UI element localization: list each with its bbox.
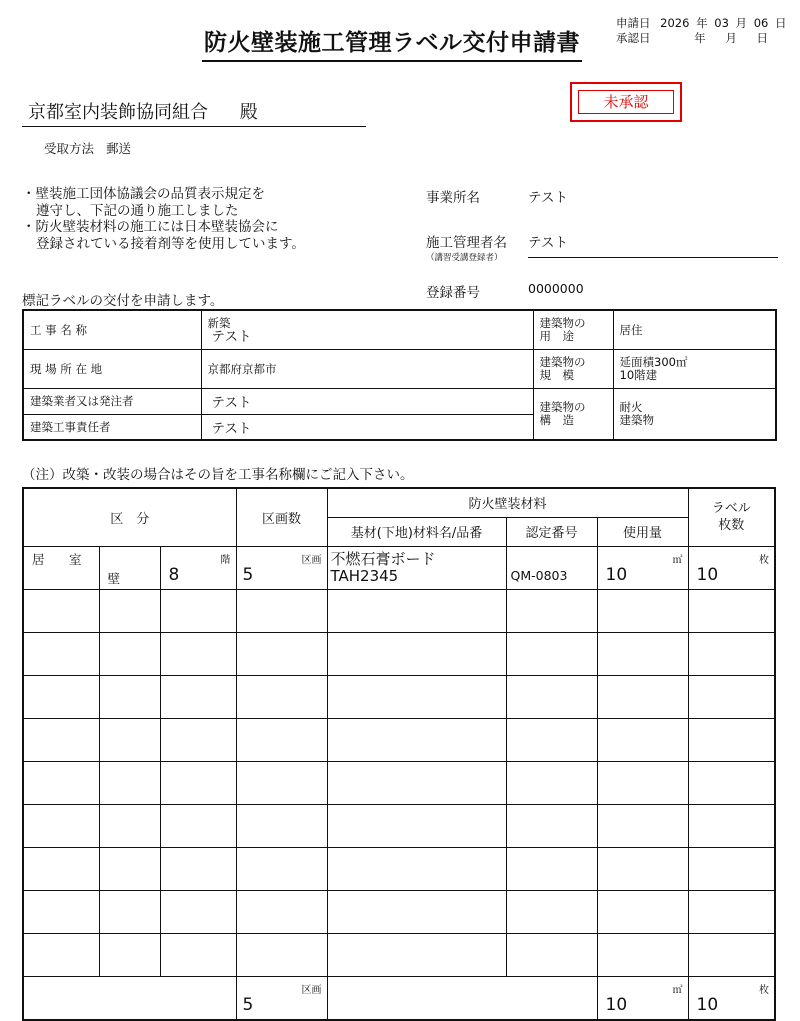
empty-cell [689, 762, 775, 804]
header-usage: 使用量 [597, 517, 688, 546]
table-row [23, 546, 775, 589]
addressee-underline [22, 126, 366, 127]
header-labels: ラベル 枚数 [688, 488, 775, 546]
empty-cell [24, 719, 99, 761]
empty-cell [328, 719, 506, 761]
notes [22, 186, 305, 252]
empty-row [23, 847, 775, 890]
table-row [23, 388, 776, 414]
site-label: 現 場 所 在 地 [23, 349, 201, 388]
caution-note: （注）改築・改装の場合はその旨を工事名称欄にご記入下さい。 [22, 467, 414, 483]
empty-cell [237, 676, 327, 718]
site-value: 京都府京都市 [201, 349, 533, 388]
empty-cell [100, 719, 160, 761]
cert-cell: QM-0803 [510, 567, 568, 583]
empty-cell [237, 590, 327, 632]
empty-row [23, 632, 775, 675]
room-cell: 居 室 [32, 551, 88, 567]
status-stamp [570, 82, 682, 122]
labels-cell: 枚 10 [696, 554, 770, 585]
totals-blank [24, 977, 236, 1019]
project-table [22, 309, 777, 441]
manager-value: テスト [528, 235, 568, 251]
empty-cell [161, 590, 236, 632]
empty-cell [507, 848, 597, 890]
empty-cell [598, 719, 688, 761]
empty-row [23, 589, 775, 632]
empty-cell [507, 719, 597, 761]
empty-cell [100, 848, 160, 890]
use-label: 建築物の 用 途 [533, 310, 613, 349]
empty-cell [507, 676, 597, 718]
apply-date: 申請日 2026 年 03 月 06 日 [616, 16, 787, 30]
note-line: 登録されている接着剤等を使用しています。 [36, 235, 305, 252]
empty-cell [507, 934, 597, 976]
empty-cell [598, 805, 688, 847]
note-line: 遵守し、下記の通り施工しました [36, 202, 239, 219]
empty-cell [100, 762, 160, 804]
material-cell: 不燃石膏ボード TAH2345 [330, 549, 436, 585]
addressee [28, 98, 258, 124]
header-cert: 認定番号 [506, 517, 597, 546]
office-value: テスト [528, 190, 568, 206]
empty-cell [689, 805, 775, 847]
empty-cell [237, 934, 327, 976]
receive-method: 受取方法 郵送 [44, 141, 132, 156]
totals-blank [328, 977, 597, 1019]
empty-cell [100, 891, 160, 933]
empty-row [23, 933, 775, 976]
empty-cell [24, 848, 99, 890]
header-fire-material: 防火壁装材料 [327, 488, 688, 517]
empty-cell [328, 590, 506, 632]
structure-label: 建築物の 構 造 [533, 388, 613, 440]
empty-cell [24, 633, 99, 675]
chief-label: 建築工事責任者 [23, 414, 201, 440]
floor-cell: 階 8 [168, 554, 231, 585]
note-line: ・壁装施工団体協議会の品質表示規定を [22, 186, 265, 202]
empty-cell [507, 762, 597, 804]
empty-row [23, 675, 775, 718]
empty-cell [689, 891, 775, 933]
empty-row [23, 890, 775, 933]
page-title: 防火壁装施工管理ラベル交付申請書 [202, 24, 582, 62]
empty-cell [598, 590, 688, 632]
empty-cell [507, 891, 597, 933]
empty-rows [23, 589, 775, 976]
manager-label: 施工管理者名 [426, 235, 507, 251]
empty-cell [598, 762, 688, 804]
total-sections-cell: 区画 5 [242, 984, 322, 1015]
empty-cell [328, 848, 506, 890]
empty-row [23, 761, 775, 804]
empty-cell [161, 633, 236, 675]
note-line: ・防火壁装材料の施工には日本壁装協会に [22, 219, 279, 235]
header-material: 基材(下地)材料名/品番 [327, 517, 506, 546]
empty-cell [507, 590, 597, 632]
project-name-label: 工 事 名 称 [23, 310, 201, 349]
empty-cell [161, 719, 236, 761]
addressee-honorific: 殿 [239, 102, 258, 123]
header-row [23, 488, 775, 517]
empty-cell [100, 633, 160, 675]
status-label: 未承認 [578, 90, 674, 114]
empty-cell [598, 934, 688, 976]
empty-cell [328, 805, 506, 847]
empty-cell [161, 805, 236, 847]
empty-cell [689, 676, 775, 718]
empty-cell [237, 633, 327, 675]
empty-row [23, 804, 775, 847]
empty-cell [24, 676, 99, 718]
empty-cell [161, 848, 236, 890]
manager-underline [528, 257, 778, 258]
empty-cell [689, 590, 775, 632]
empty-cell [24, 805, 99, 847]
project-name-value: テスト [211, 328, 252, 345]
empty-cell [161, 676, 236, 718]
usage-cell: ㎡ 10 [605, 554, 683, 585]
empty-cell [100, 805, 160, 847]
empty-cell [598, 633, 688, 675]
project-name-cell [201, 310, 533, 349]
empty-cell [24, 590, 99, 632]
structure-value: 耐火 建築物 [613, 388, 776, 440]
scale-value: 延面積300㎡ 10階建 [613, 349, 776, 388]
empty-cell [689, 633, 775, 675]
manager-note: （講習受講登録者） [426, 253, 503, 263]
empty-row [23, 718, 775, 761]
table-row [23, 349, 776, 388]
empty-cell [161, 891, 236, 933]
date-block [616, 16, 787, 46]
empty-cell [237, 848, 327, 890]
empty-cell [507, 805, 597, 847]
header-section-count: 区画数 [236, 488, 327, 546]
empty-cell [24, 934, 99, 976]
contractor-label: 建築業者又は発注者 [23, 388, 201, 414]
project-kind: 新築 [207, 315, 231, 330]
empty-cell [328, 633, 506, 675]
apply-statement: 標記ラベルの交付を申請します。 [22, 293, 224, 309]
surface-cell: 壁 [107, 570, 121, 586]
header-category: 区 分 [23, 488, 236, 546]
empty-cell [328, 762, 506, 804]
table-row [23, 310, 776, 349]
empty-cell [237, 805, 327, 847]
contractor-value: テスト [201, 388, 533, 414]
empty-cell [328, 934, 506, 976]
reg-value: 0000000 [528, 281, 584, 296]
empty-cell [598, 676, 688, 718]
office-label: 事業所名 [426, 190, 480, 206]
chief-value: テスト [201, 414, 533, 440]
empty-cell [328, 891, 506, 933]
empty-cell [24, 762, 99, 804]
sections-cell: 区画 5 [242, 554, 322, 585]
total-labels-cell: 枚 10 [696, 984, 770, 1015]
totals-row [23, 976, 775, 1020]
empty-cell [598, 891, 688, 933]
empty-cell [328, 676, 506, 718]
empty-cell [161, 762, 236, 804]
empty-cell [100, 590, 160, 632]
use-value: 居住 [613, 310, 776, 349]
approve-date: 承認日 年 月 日 [616, 31, 768, 45]
empty-cell [689, 848, 775, 890]
empty-cell [598, 848, 688, 890]
empty-cell [237, 891, 327, 933]
materials-table [22, 487, 776, 1021]
scale-label: 建築物の 規 模 [533, 349, 613, 388]
empty-cell [100, 934, 160, 976]
empty-cell [24, 891, 99, 933]
empty-cell [237, 719, 327, 761]
empty-cell [689, 719, 775, 761]
empty-cell [689, 934, 775, 976]
empty-cell [507, 633, 597, 675]
empty-cell [100, 676, 160, 718]
total-usage-cell: ㎡ 10 [605, 984, 683, 1015]
empty-cell [237, 762, 327, 804]
addressee-name: 京都室内装飾協同組合 [28, 102, 208, 123]
reg-label: 登録番号 [426, 285, 480, 301]
empty-cell [161, 934, 236, 976]
